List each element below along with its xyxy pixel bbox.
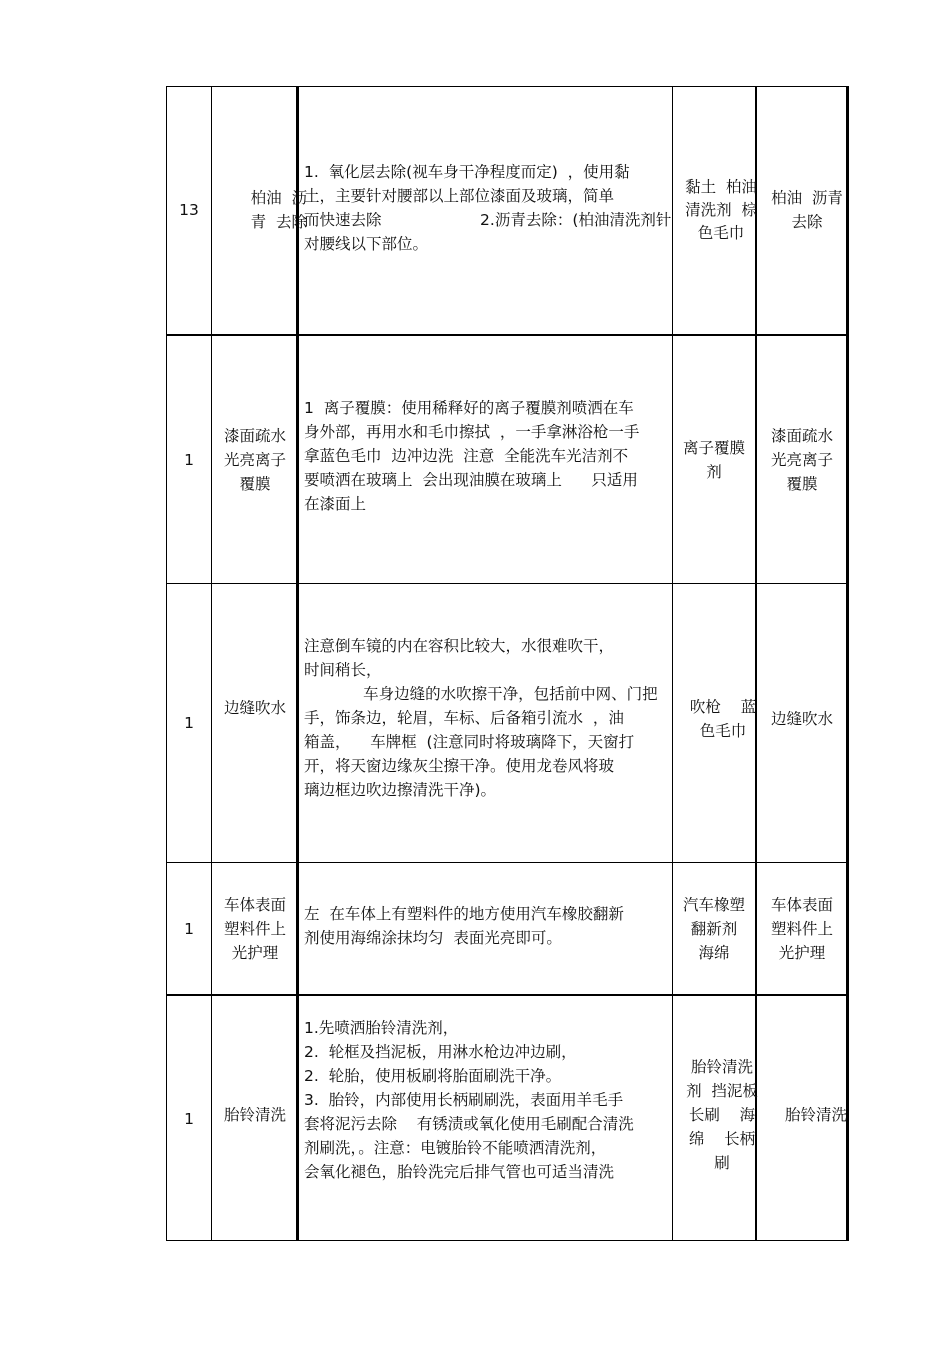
item-result: 边缝吹水 [770,710,833,728]
item-name: 车体表面 塑料件上 光护理 [223,895,286,962]
item-tools: 吹枪 蓝 色毛巾 [689,698,757,740]
item-result: 车体表面 塑料件上 光护理 [770,895,833,962]
row-number: 1 [184,1109,194,1128]
row-number: 1 [184,714,194,732]
row-number: 13 [179,201,199,219]
item-result: 漆面疏水 光亮离子 覆膜 [770,426,833,493]
row-number: 1 [184,919,194,938]
item-name: 柏油 沥 青 去除 [250,189,307,231]
item-description: 注意倒车镜的内在容积比较大，水很难吹干， 时间稍长， 车身边缝的水吹擦干净，包括前中网、门把 手，饰条边，轮眉，车标、后备箱引流水 ，油 箱盖， 车牌框 (注意同时将玻璃降下，天窗打 开，将天窗边缘灰尘擦干净。使用龙卷风将玻 璃边框边吹边擦清洗干净)。 [304,637,658,799]
item-result: 柏油 沥青 去除 [771,189,843,231]
row-number: 1 [184,450,194,469]
item-description: 左 在车体上有塑料件的地方使用汽车橡胶翻新 剂使用海绵涂抹均匀 表面光亮即可。 [304,905,624,947]
item-description: 1. 氧化层去除(视车身干净程度而定) ，使用黏 土，主要针对腰部以上部位漆面及玻璃，简单 而快速去除 2.沥青去除：(柏油清洗剂针 对腰线以下部位。 [304,163,672,253]
item-name: 漆面疏水 光亮离子 覆膜 [223,426,286,493]
item-result: 胎铃清洗 [784,1105,847,1124]
item-description: 1 离子覆膜：使用稀释好的离子覆膜剂喷洒在车 身外部，再用水和毛巾擦拭 ，一手拿淋浴枪一手 拿蓝色毛巾 边冲边洗 注意 全能洗车光洁剂不 要喷洒在玻璃上 会出现油膜在玻璃上 只适用 在漆面上 [304,399,640,513]
item-name: 胎铃清洗 [223,1105,286,1124]
item-tools: 离子覆膜 剂 [682,438,745,481]
item-tools: 黏土 柏油 清洗剂 棕 色毛巾 [685,177,757,242]
item-tools: 汽车橡塑 翻新剂 海绵 [682,895,745,962]
item-name: 边缝吹水 [223,699,286,717]
item-description: 1.先喷洒胎铃清洗剂， 2. 轮框及挡泥板，用淋水枪边冲边刷， 2. 轮胎，使用板刷将胎面刷洗干净。 3. 胎铃，内部使用长柄刷刷洗，表面用羊毛手 套将泥污去除 有锈渍或氧化使用毛刷配合清洗 剂刷洗，。注意：电镀胎铃不能喷洒清洗剂， 会氧化褪色，胎铃洗完后排气管也可适当清洗 [304,1019,634,1181]
item-tools: 胎铃清洗 剂 挡泥板 长刷 海 绵 长柄 刷 [686,1057,758,1172]
